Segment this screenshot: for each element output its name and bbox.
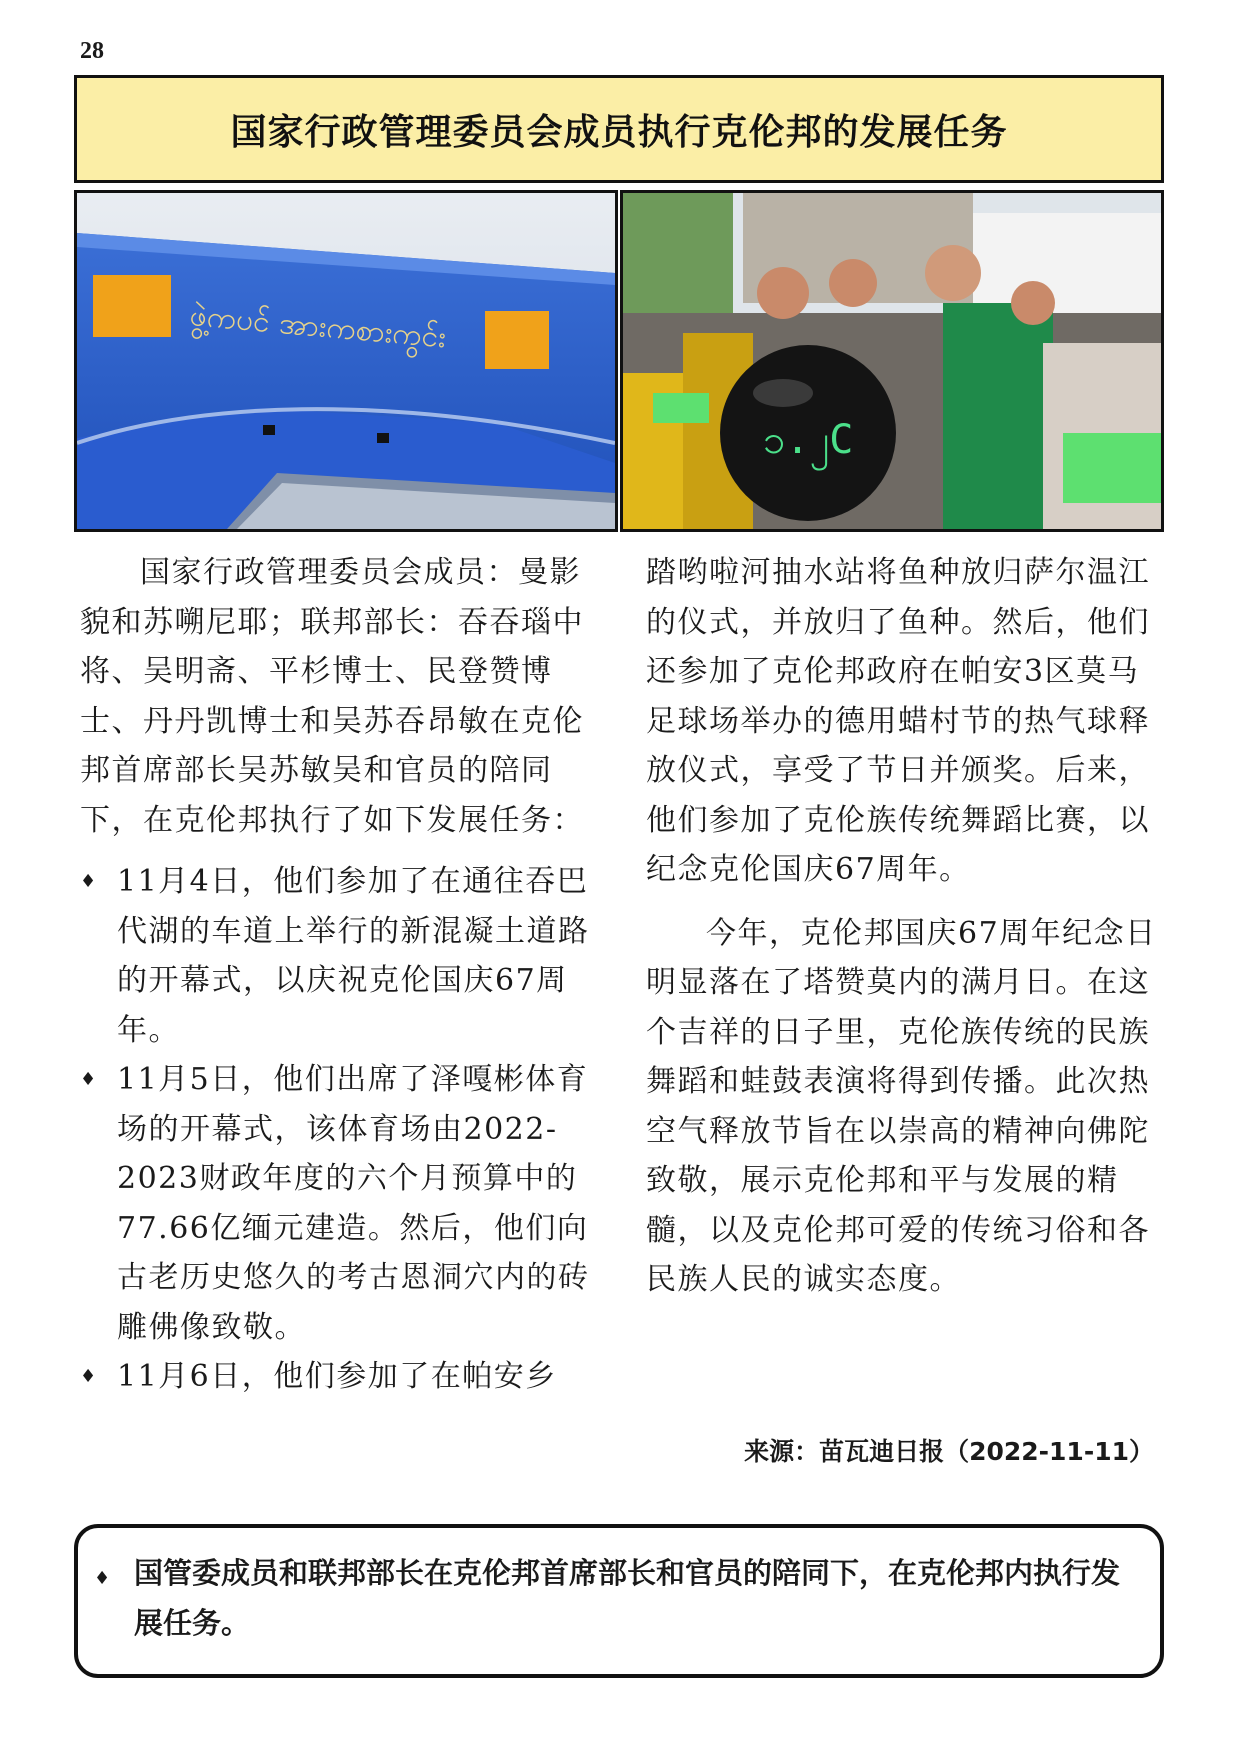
article-column-right bbox=[646, 548, 1166, 1305]
diamond-bullet-icon: ♦ bbox=[80, 1366, 98, 1387]
diamond-bullet-icon: ♦ bbox=[80, 1069, 98, 1090]
list-item bbox=[80, 1055, 600, 1352]
list-item bbox=[80, 1352, 600, 1402]
photo-stadium-building bbox=[74, 190, 618, 532]
ceremony-image bbox=[623, 193, 1161, 529]
task-nov-5: 11月5日，他们出席了泽嘎彬体育场的开幕式，该体育场由2022-2023财政年度的六个月预算中的77.66亿缅元建造。然后，他们向古老历史悠久的考古恩洞穴内的砖雕佛像致敬。 bbox=[117, 1062, 590, 1345]
building-sign-text: ဖွဲ့ကပင် အားကစားကွင်း bbox=[188, 298, 448, 356]
title-banner bbox=[74, 75, 1164, 183]
diamond-bullet-icon: ♦ bbox=[94, 1568, 111, 1589]
article-column-left bbox=[80, 548, 600, 1402]
article-continuation: 踏哟啦河抽水站将鱼种放归萨尔温江的仪式，并放归了鱼种。然后，他们还参加了克伦邦政府在帕安3区莫马足球场举办的德用蜡村节的热气球释放仪式，享受了节日并颁奖。后来，他们参加了克伦族传统舞蹈比赛，以纪念克伦国庆67周年。 bbox=[646, 555, 1150, 887]
task-list bbox=[80, 857, 600, 1402]
sphere-label-text: ၁.၂C bbox=[763, 417, 854, 463]
task-nov-4: 11月4日，他们参加了在通往吞巴代湖的车道上举行的新混凝土道路的开幕式，以庆祝克伦国庆67周年。 bbox=[117, 864, 590, 1048]
summary-text: 国管委成员和联邦部长在克伦邦首席部长和官员的陪同下，在克伦邦内执行发展任务。 bbox=[134, 1556, 1121, 1640]
article-source: 来源：苗瓦迪日报（2022-11-11） bbox=[744, 1437, 1154, 1466]
task-nov-6: 11月6日，他们参加了在帕安乡 bbox=[117, 1359, 557, 1394]
article-paragraph-2: 今年，克伦邦国庆67周年纪念日明显落在了塔赞莫内的满月日。在这个吉祥的日子里，克伦族传统的民族舞蹈和蛙鼓表演将得到传播。此次热空气释放节旨在以崇高的精神向佛陀致敬，展示克伦邦和平与发展的精髓，以及克伦邦可爱的传统习俗和各民族人民的诚实态度。 bbox=[646, 915, 1157, 1297]
article-intro: 国家行政管理委员会成员：曼影貌和苏嗍尼耶；联邦部长：吞吞瑙中将、吴明斋、平杉博士、民登赞博士、丹丹凯博士和吴苏吞昂敏在克伦邦首席部长吴苏敏吴和官员的陪同下，在克伦邦执行了如下发展任务： bbox=[80, 555, 584, 838]
summary-box bbox=[74, 1524, 1164, 1678]
photo-ceremony bbox=[620, 190, 1164, 532]
list-item bbox=[80, 857, 600, 1055]
stadium-building-image bbox=[77, 193, 615, 529]
page-title: 国家行政管理委员会成员执行克伦邦的发展任务 bbox=[230, 111, 1008, 153]
diamond-bullet-icon: ♦ bbox=[80, 871, 98, 892]
page-number: 28 bbox=[80, 38, 104, 64]
